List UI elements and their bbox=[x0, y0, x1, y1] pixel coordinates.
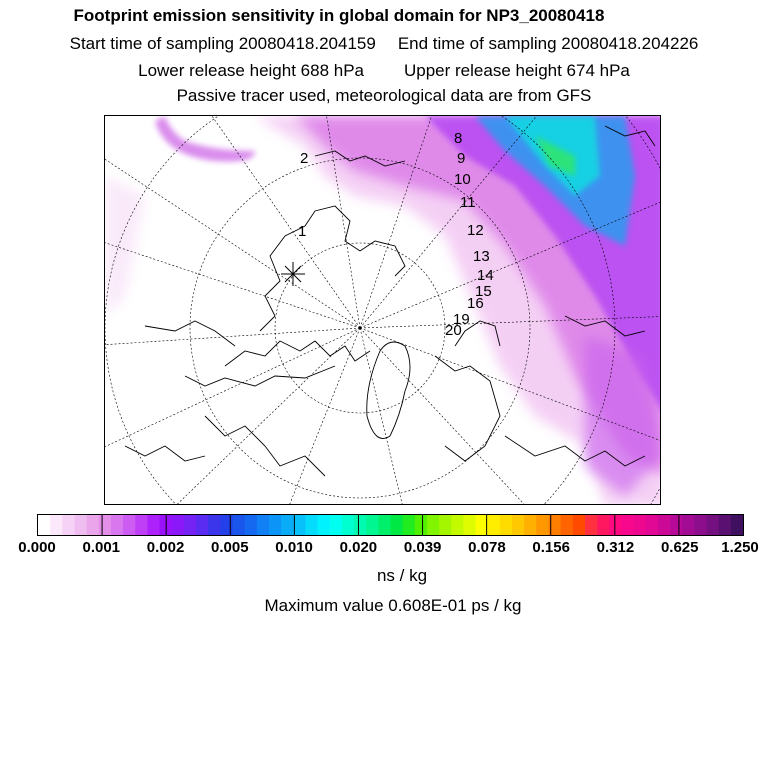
color-swatch bbox=[585, 515, 598, 535]
color-swatch bbox=[62, 515, 75, 535]
color-swatch bbox=[524, 515, 537, 535]
map-canvas bbox=[105, 116, 661, 505]
color-swatch bbox=[500, 515, 513, 535]
trajectory-label: 11 bbox=[460, 194, 476, 211]
color-swatch bbox=[573, 515, 586, 535]
color-swatch bbox=[330, 515, 343, 535]
color-scale-tick-label: 1.250 bbox=[721, 539, 759, 556]
color-swatch bbox=[257, 515, 270, 535]
color-scale-tick-label: 0.039 bbox=[403, 539, 442, 556]
release-height-row bbox=[0, 61, 768, 81]
color-swatch bbox=[123, 515, 136, 535]
color-swatch bbox=[658, 515, 671, 535]
color-swatch bbox=[439, 515, 452, 535]
trajectory-label: 8 bbox=[454, 130, 463, 147]
tracer-note: Passive tracer used, meteorological data are from GFS bbox=[176, 86, 592, 105]
color-scale-tick-label: 0.002 bbox=[146, 539, 185, 556]
trajectory-label: 10 bbox=[454, 171, 471, 188]
trajectory-label: 9 bbox=[457, 150, 466, 167]
start-time-label: Start time of sampling 20080418.204159 bbox=[69, 34, 376, 53]
color-swatch bbox=[184, 515, 197, 535]
footprint-plume bbox=[105, 116, 661, 505]
color-swatch bbox=[342, 515, 355, 535]
color-swatch bbox=[646, 515, 659, 535]
color-swatch bbox=[463, 515, 476, 535]
upper-release-label: Upper release height 674 hPa bbox=[404, 61, 630, 80]
color-swatch bbox=[707, 515, 720, 535]
plot-title: Footprint emission sensitivity in global domain for NP3_20080418 bbox=[73, 6, 605, 25]
color-scale-tick-label: 0.001 bbox=[82, 539, 121, 556]
color-swatch bbox=[111, 515, 124, 535]
color-scale-tick-label: 0.625 bbox=[660, 539, 699, 556]
color-swatch bbox=[427, 515, 440, 535]
color-scale-swatches bbox=[38, 515, 743, 535]
color-swatch bbox=[597, 515, 610, 535]
color-swatch bbox=[208, 515, 221, 535]
color-swatch bbox=[99, 515, 112, 535]
color-swatch bbox=[269, 515, 282, 535]
color-swatch bbox=[354, 515, 367, 535]
color-swatch bbox=[451, 515, 464, 535]
color-swatch bbox=[731, 515, 743, 535]
end-time-label: End time of sampling 20080418.204226 bbox=[397, 34, 699, 53]
color-swatch bbox=[220, 515, 233, 535]
color-swatch bbox=[512, 515, 525, 535]
color-swatch bbox=[609, 515, 622, 535]
trajectory-label: 20 bbox=[445, 322, 462, 339]
color-scale-tick-label: 0.156 bbox=[532, 539, 570, 556]
color-swatch bbox=[682, 515, 695, 535]
color-swatch bbox=[38, 515, 51, 535]
color-scale-tick-label: 0.020 bbox=[339, 539, 378, 556]
color-swatch bbox=[318, 515, 331, 535]
color-scale-unit: ns / kg bbox=[376, 566, 428, 585]
polar-map[interactable] bbox=[104, 115, 661, 505]
trajectory-label: 19 bbox=[453, 311, 470, 328]
color-swatch bbox=[391, 515, 404, 535]
color-scale-tick-label: 0.312 bbox=[596, 539, 635, 556]
trajectory-label: 14 bbox=[477, 267, 494, 284]
color-swatch bbox=[536, 515, 549, 535]
color-swatch bbox=[488, 515, 501, 535]
color-swatch bbox=[50, 515, 63, 535]
color-swatch bbox=[232, 515, 245, 535]
trajectory-label: 13 bbox=[473, 248, 490, 265]
color-swatch bbox=[621, 515, 634, 535]
color-swatch bbox=[147, 515, 160, 535]
color-swatch bbox=[366, 515, 379, 535]
trajectory-label: 2 bbox=[300, 150, 309, 167]
color-swatch bbox=[196, 515, 209, 535]
color-scale-bar bbox=[37, 514, 744, 536]
trajectory-label: 12 bbox=[467, 222, 484, 239]
color-swatch bbox=[670, 515, 683, 535]
trajectory-label: 16 bbox=[467, 295, 484, 312]
maximum-value-label: Maximum value 0.608E-01 ps / kg bbox=[264, 596, 522, 615]
color-swatch bbox=[74, 515, 87, 535]
sampling-time-row bbox=[0, 34, 768, 54]
trajectory-label: 15 bbox=[475, 283, 492, 300]
color-swatch bbox=[561, 515, 574, 535]
trajectory-label: 1 bbox=[298, 223, 307, 240]
color-scale-tick-label: 0.005 bbox=[211, 539, 249, 556]
color-swatch bbox=[87, 515, 100, 535]
color-swatch bbox=[634, 515, 647, 535]
color-swatch bbox=[281, 515, 294, 535]
color-swatch bbox=[694, 515, 707, 535]
color-swatch bbox=[403, 515, 416, 535]
receptor-star-icon bbox=[281, 262, 305, 286]
color-swatch bbox=[172, 515, 185, 535]
color-scale-tick-label: 0.000 bbox=[18, 539, 56, 556]
lower-release-label: Lower release height 688 hPa bbox=[138, 61, 364, 80]
color-swatch bbox=[135, 515, 148, 535]
color-swatch bbox=[415, 515, 428, 535]
color-scale-tick-label: 0.010 bbox=[275, 539, 313, 556]
color-swatch bbox=[245, 515, 258, 535]
color-scale-tick-label: 0.078 bbox=[468, 539, 506, 556]
color-swatch bbox=[293, 515, 306, 535]
color-swatch bbox=[305, 515, 318, 535]
color-swatch bbox=[719, 515, 732, 535]
color-swatch bbox=[378, 515, 391, 535]
